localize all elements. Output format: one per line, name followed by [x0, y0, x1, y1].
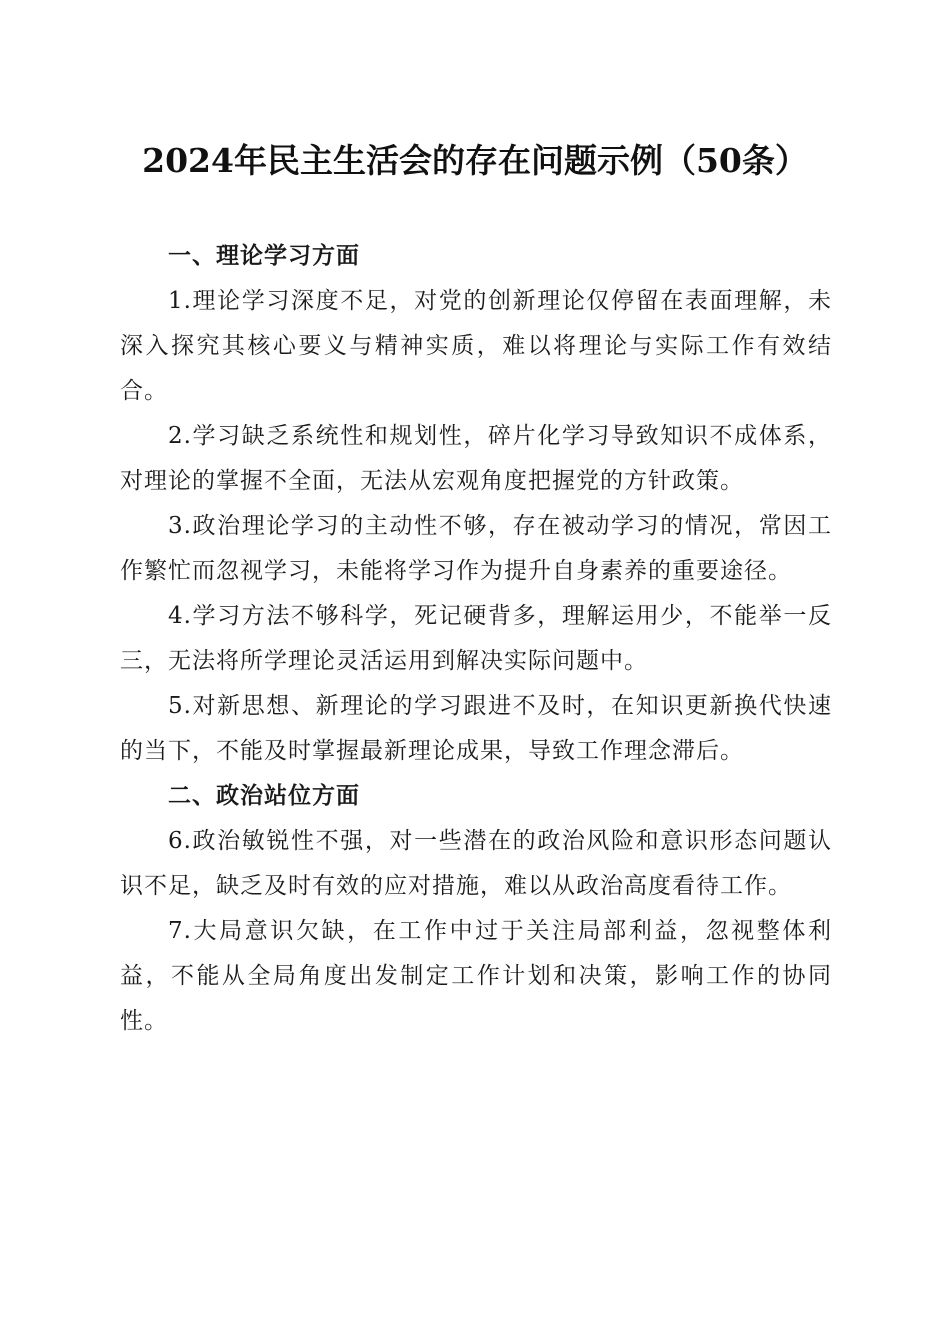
list-item: 4.学习方法不够科学，死记硬背多，理解运用少，不能举一反三，无法将所学理论灵活运用到解决实际问题中。 — [120, 603, 832, 674]
list-item: 3.政治理论学习的主动性不够，存在被动学习的情况，常因工作繁忙而忽视学习，未能将学习作为提升自身素养的重要途径。 — [120, 513, 832, 584]
section-heading: 一、理论学习方面 — [168, 243, 360, 269]
list-item: 7.大局意识欠缺，在工作中过于关注局部利益，忽视整体利益，不能从全局角度出发制定工作计划和决策，影响工作的协同性。 — [120, 918, 832, 1034]
section-heading: 二、政治站位方面 — [168, 783, 360, 809]
document-body — [120, 234, 832, 1044]
list-item: 1.理论学习深度不足，对党的创新理论仅停留在表面理解，未深入探究其核心要义与精神实质，难以将理论与实际工作有效结合。 — [120, 288, 832, 404]
list-item: 2.学习缺乏系统性和规划性，碎片化学习导致知识不成体系，对理论的掌握不全面，无法从宏观角度把握党的方针政策。 — [120, 423, 832, 494]
list-item: 5.对新思想、新理论的学习跟进不及时，在知识更新换代快速的当下，不能及时掌握最新理论成果，导致工作理念滞后。 — [120, 693, 832, 764]
document-title: 2024年民主生活会的存在问题示例（50条） — [142, 141, 808, 180]
list-item: 6.政治敏锐性不强，对一些潜在的政治风险和意识形态问题认识不足，缺乏及时有效的应对措施，难以从政治高度看待工作。 — [120, 828, 832, 899]
